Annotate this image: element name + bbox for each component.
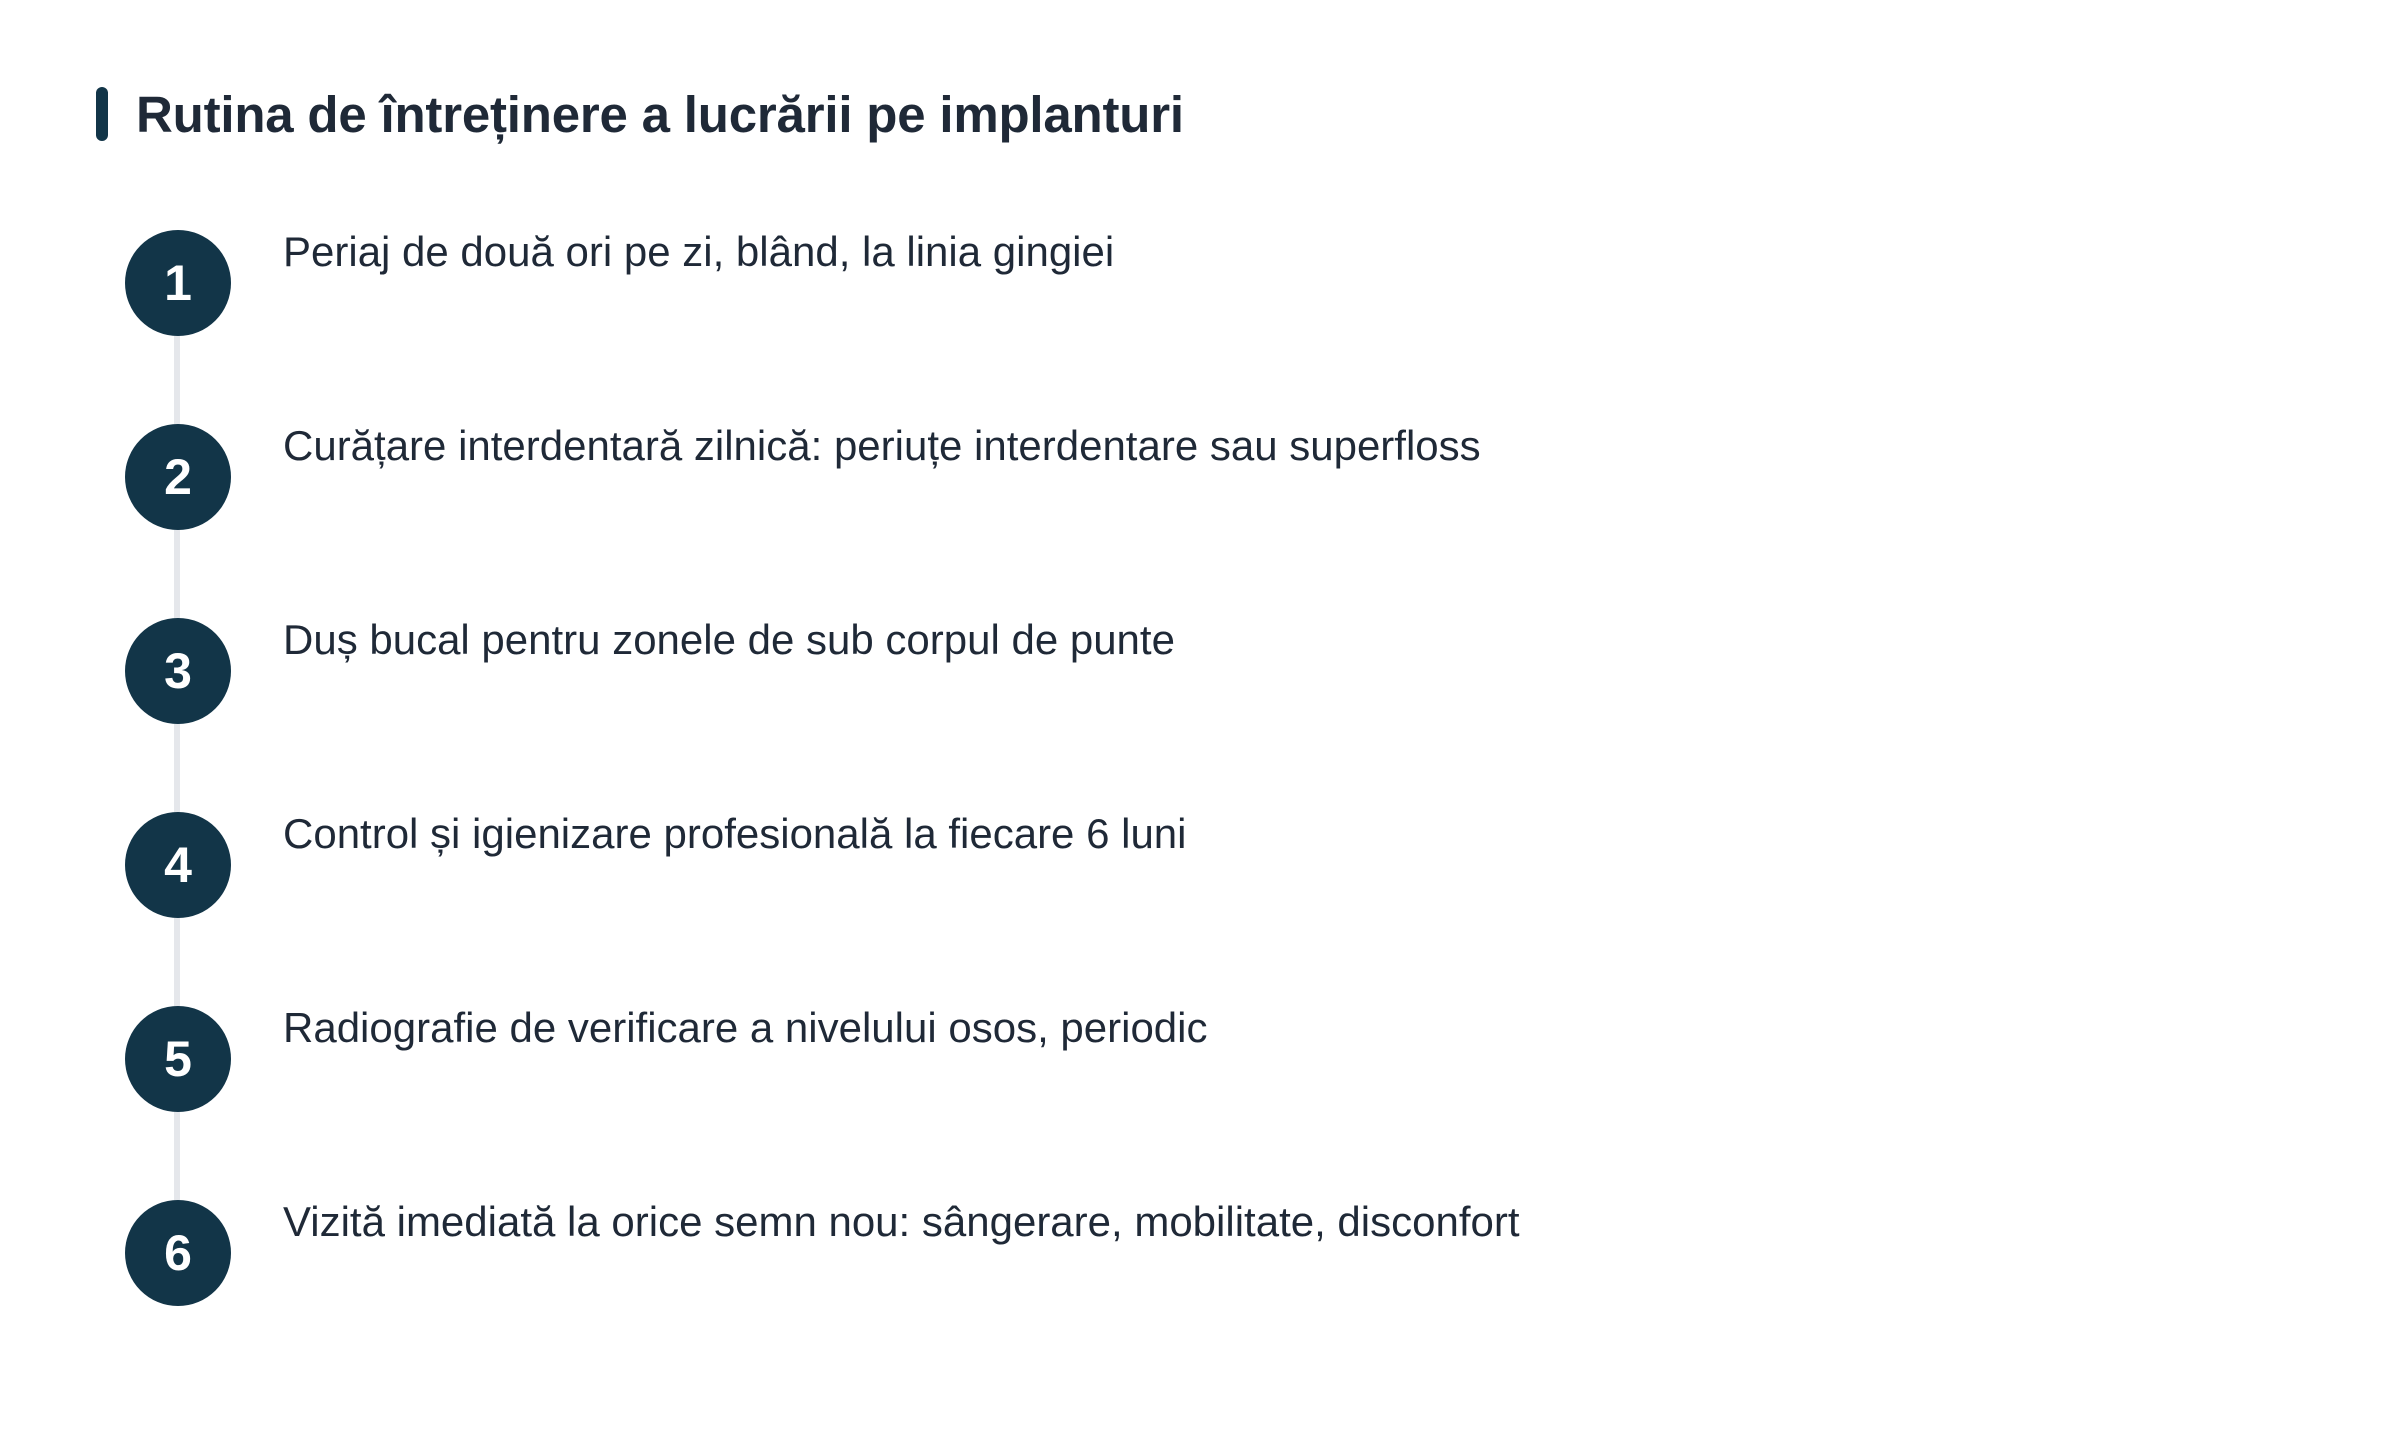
step-number-badge: 4 [125,812,231,918]
step-text: Vizită imediată la orice semn nou: sângerare, mobilitate, disconfort [283,1198,1520,1245]
step-number-badge: 3 [125,618,231,724]
page-title: Rutina de întreținere a lucrării pe implanturi [136,85,1184,143]
step-item [0,230,2400,336]
step-text: Periaj de două ori pe zi, blând, la linia gingiei [283,228,1115,275]
step-item [0,618,2400,724]
step-item [0,1200,2400,1306]
step-number-badge: 2 [125,424,231,530]
step-item [0,424,2400,530]
step-text: Duș bucal pentru zonele de sub corpul de punte [283,616,1175,663]
step-text: Curățare interdentară zilnică: periuțe interdentare sau superfloss [283,422,1481,469]
step-item [0,812,2400,918]
step-text: Control și igienizare profesională la fiecare 6 luni [283,810,1187,857]
step-number-badge: 5 [125,1006,231,1112]
step-number-badge: 1 [125,230,231,336]
step-text: Radiografie de verificare a nivelului osos, periodic [283,1004,1208,1051]
step-number-badge: 6 [125,1200,231,1306]
step-item [0,1006,2400,1112]
